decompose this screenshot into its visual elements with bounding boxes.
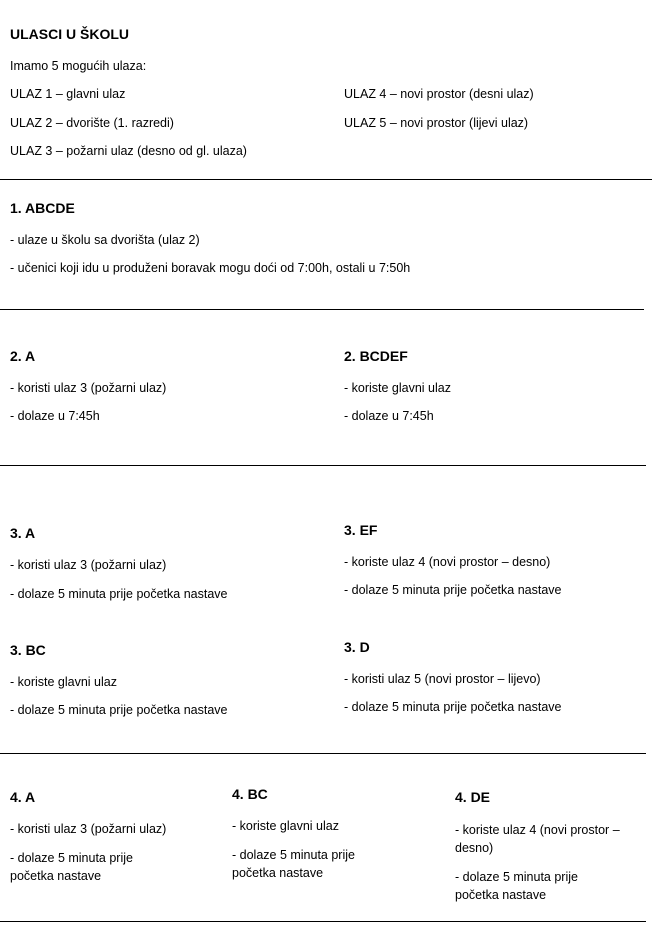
grade2a-title: 2. A <box>10 348 36 364</box>
grade3a-title: 3. A <box>10 525 36 541</box>
page-title: ULASCI U ŠKOLU <box>10 26 129 42</box>
grade2bcdef-line-1: - koriste glavni ulaz <box>344 381 451 395</box>
entrance-3: ULAZ 3 – požarni ulaz (desno od gl. ulaza) <box>10 144 247 158</box>
grade2bcdef-line-2: - dolaze u 7:45h <box>344 409 434 423</box>
grade3bc-line-2: - dolaze 5 minuta prije početka nastave <box>10 703 228 717</box>
grade3ef-line-2: - dolaze 5 minuta prije početka nastave <box>344 583 562 597</box>
grade1-line-2: - učenici koji idu u produženi boravak mogu doći od 7:00h, ostali u 7:50h <box>10 261 411 275</box>
grade3d-line-2: - dolaze 5 minuta prije početka nastave <box>344 700 562 714</box>
grade3bc-line-1: - koriste glavni ulaz <box>10 675 117 689</box>
grade4bc-title: 4. BC <box>232 786 268 802</box>
grade4a-line-2: - dolaze 5 minuta prije početka nastave <box>10 851 133 883</box>
grade3d-line-1: - koristi ulaz 5 (novi prostor – lijevo) <box>344 672 541 686</box>
grade3a-line-2: - dolaze 5 minuta prije početka nastave <box>10 587 228 601</box>
grade3ef-line-1: - koriste ulaz 4 (novi prostor – desno) <box>344 555 551 569</box>
intro-text: Imamo 5 mogućih ulaza: <box>10 59 147 73</box>
grade3ef-title: 3. EF <box>344 522 378 538</box>
entrance-5: ULAZ 5 – novi prostor (lijevi ulaz) <box>344 116 529 130</box>
divider <box>0 465 646 466</box>
grade2bcdef-title: 2. BCDEF <box>344 348 408 364</box>
grade3d-title: 3. D <box>344 639 370 655</box>
divider <box>0 753 646 754</box>
entrance-1: ULAZ 1 – glavni ulaz <box>10 87 126 101</box>
grade4a-title: 4. A <box>10 789 36 805</box>
grade4a-line-1: - koristi ulaz 3 (požarni ulaz) <box>10 822 167 836</box>
grade4de-line-2: - dolaze 5 minuta prije početka nastave <box>455 870 578 902</box>
grade2a-line-2: - dolaze u 7:45h <box>10 409 100 423</box>
grade3bc-title: 3. BC <box>10 642 46 658</box>
grade4de-line-1: - koriste ulaz 4 (novi prostor – desno) <box>455 823 620 855</box>
grade4de-title: 4. DE <box>455 789 491 805</box>
entrance-4: ULAZ 4 – novi prostor (desni ulaz) <box>344 87 534 101</box>
entrance-2: ULAZ 2 – dvorište (1. razredi) <box>10 116 174 130</box>
grade1-title: 1. ABCDE <box>10 200 75 216</box>
grade4bc-line-2: - dolaze 5 minuta prije početka nastave <box>232 848 355 880</box>
grade1-line-1: - ulaze u školu sa dvorišta (ulaz 2) <box>10 233 200 247</box>
grade4bc-line-1: - koriste glavni ulaz <box>232 819 339 833</box>
grade2a-line-1: - koristi ulaz 3 (požarni ulaz) <box>10 381 167 395</box>
divider <box>0 309 644 310</box>
divider <box>0 921 646 922</box>
divider <box>0 179 652 180</box>
grade3a-line-1: - koristi ulaz 3 (požarni ulaz) <box>10 558 167 572</box>
